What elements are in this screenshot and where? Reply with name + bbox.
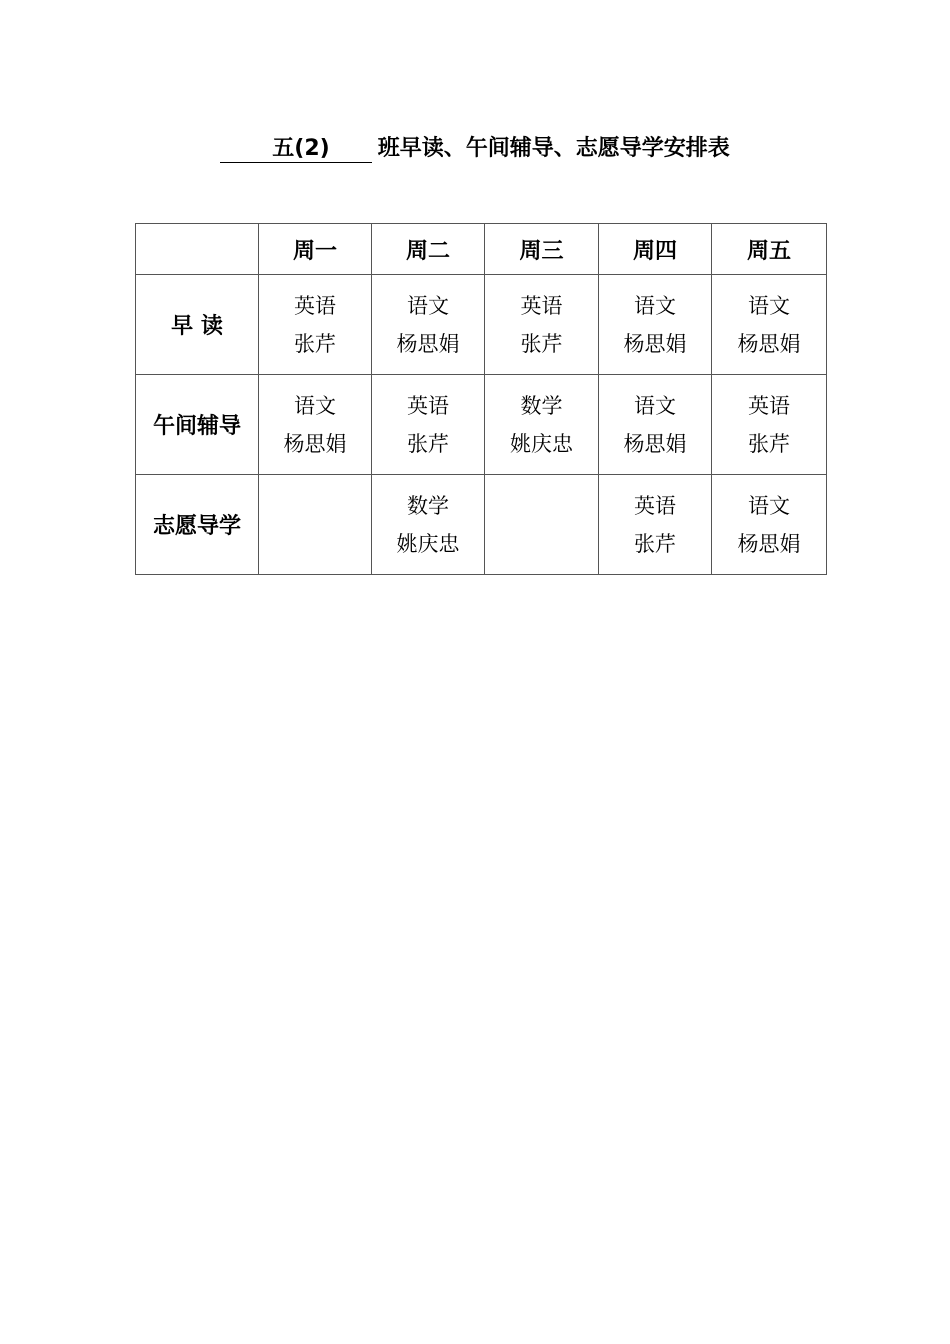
cell-teacher: 张芹 [520,331,563,356]
row-label-char: 早 [171,314,194,339]
schedule-cell [599,475,712,575]
cell-subject: 语文 [294,393,336,418]
class-name-blank: 五(2) [220,136,371,163]
schedule-cell [485,375,599,475]
schedule-cell [485,275,599,375]
cell-subject: 数学 [407,493,449,518]
schedule-cell [712,475,827,575]
schedule-cell [259,275,372,375]
table-row-morning-reading [136,275,827,375]
page-title [0,132,950,166]
row-label-noon-tutoring: 午间辅导 [136,375,259,475]
schedule-cell [485,475,599,575]
cell-teacher: 杨思娟 [623,331,687,356]
cell-teacher: 杨思娟 [623,431,687,456]
cell-teacher: 张芹 [748,431,790,456]
title-text: 班早读、午间辅导、志愿导学安排表 [377,136,730,161]
cell-teacher: 张芹 [294,331,336,356]
schedule-table [135,223,827,575]
row-label-volunteer-guidance: 志愿导学 [136,475,259,575]
cell-subject: 语文 [407,293,449,318]
day-header-tue: 周二 [372,224,485,275]
cell-subject: 英语 [748,393,790,418]
cell-teacher: 杨思娟 [737,331,801,356]
cell-subject: 英语 [634,493,676,518]
cell-subject: 数学 [520,393,563,418]
schedule-cell [372,375,485,475]
row-label-morning-reading [136,275,259,375]
schedule-cell [259,375,372,475]
cell-teacher: 张芹 [634,531,676,556]
cell-teacher: 姚庆忠 [396,531,460,556]
cell-subject: 英语 [520,293,563,318]
cell-teacher: 杨思娟 [396,331,460,356]
schedule-cell [599,375,712,475]
cell-subject: 语文 [634,293,676,318]
cell-subject: 英语 [407,393,449,418]
schedule-cell [712,275,827,375]
cell-subject: 语文 [748,293,790,318]
schedule-cell [599,275,712,375]
cell-subject: 语文 [634,393,676,418]
schedule-cell [372,275,485,375]
day-header-mon: 周一 [259,224,372,275]
day-header-fri: 周五 [712,224,827,275]
day-header-wed: 周三 [485,224,599,275]
header-row [136,224,827,275]
corner-cell [136,224,259,275]
cell-teacher: 姚庆忠 [510,431,573,456]
day-header-thu: 周四 [599,224,712,275]
schedule-cell [259,475,372,575]
table-row-noon-tutoring [136,375,827,475]
schedule-cell [712,375,827,475]
row-label-char: 读 [200,314,223,339]
table-row-volunteer-guidance [136,475,827,575]
cell-teacher: 张芹 [407,431,449,456]
cell-teacher: 杨思娟 [283,431,347,456]
schedule-cell [372,475,485,575]
cell-teacher: 杨思娟 [737,531,801,556]
cell-subject: 英语 [294,293,336,318]
cell-subject: 语文 [748,493,790,518]
